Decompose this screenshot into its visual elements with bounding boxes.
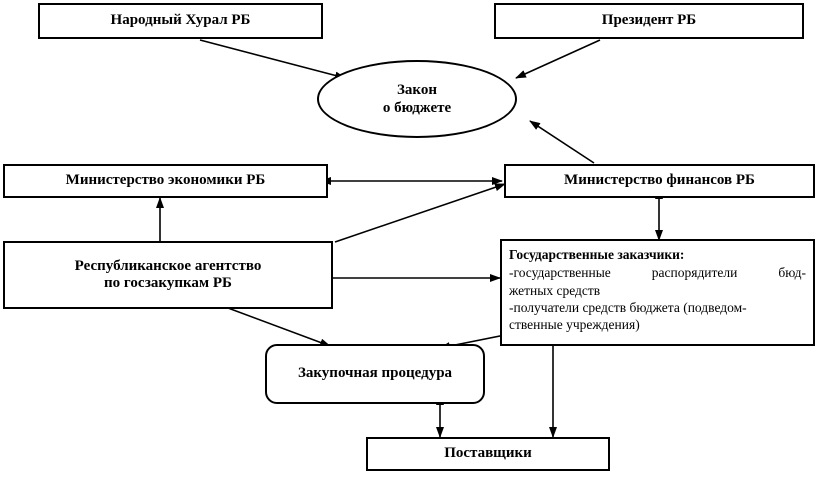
node-budget-law-label-line1: Закон xyxy=(396,82,437,98)
edge-hural-to-law xyxy=(200,40,345,78)
edge-president-to-law xyxy=(516,40,600,78)
node-ministry-finance-label: Министерство финансов РБ xyxy=(564,172,755,189)
node-budget-law[interactable] xyxy=(317,60,517,138)
node-budget-law-label-line2: о бюджете xyxy=(382,100,452,116)
node-ministry-economy-label: Министерство экономики РБ xyxy=(65,172,266,189)
node-procurement-agency-label-line2: по госзакупкам РБ xyxy=(104,275,232,291)
node-procurement-procedure[interactable] xyxy=(265,344,485,404)
edge-agency-to-minfinance xyxy=(335,184,505,242)
node-state-customers-line2: жетных средств xyxy=(509,282,601,298)
node-ministry-finance[interactable] xyxy=(504,164,815,198)
node-hural-label: Народный Хурал РБ xyxy=(110,12,251,29)
node-state-customers-line4: ственные учреждения) xyxy=(509,317,640,333)
node-state-customers-heading: Государственные заказчики: xyxy=(509,247,685,262)
edge-minfinance-to-law xyxy=(530,121,594,163)
node-state-customers-line3: -получатели средств бюджета (подведом- xyxy=(509,299,747,315)
node-hural[interactable] xyxy=(38,3,323,39)
node-president-label: Президент РБ xyxy=(601,12,697,29)
node-ministry-economy[interactable] xyxy=(3,164,328,198)
node-procurement-agency[interactable] xyxy=(3,241,333,309)
node-state-customers[interactable] xyxy=(500,239,815,346)
node-state-customers-line1: -государственные распорядители бюд- xyxy=(509,265,806,281)
node-procurement-agency-label-line1: Республиканское агентство xyxy=(74,257,262,274)
node-suppliers[interactable] xyxy=(366,437,610,471)
edge-agency-to-procedure xyxy=(228,308,330,346)
node-suppliers-label: Поставщики xyxy=(444,445,532,462)
node-president[interactable] xyxy=(494,3,804,39)
node-procurement-procedure-label: Закупочная процедура xyxy=(297,365,453,382)
